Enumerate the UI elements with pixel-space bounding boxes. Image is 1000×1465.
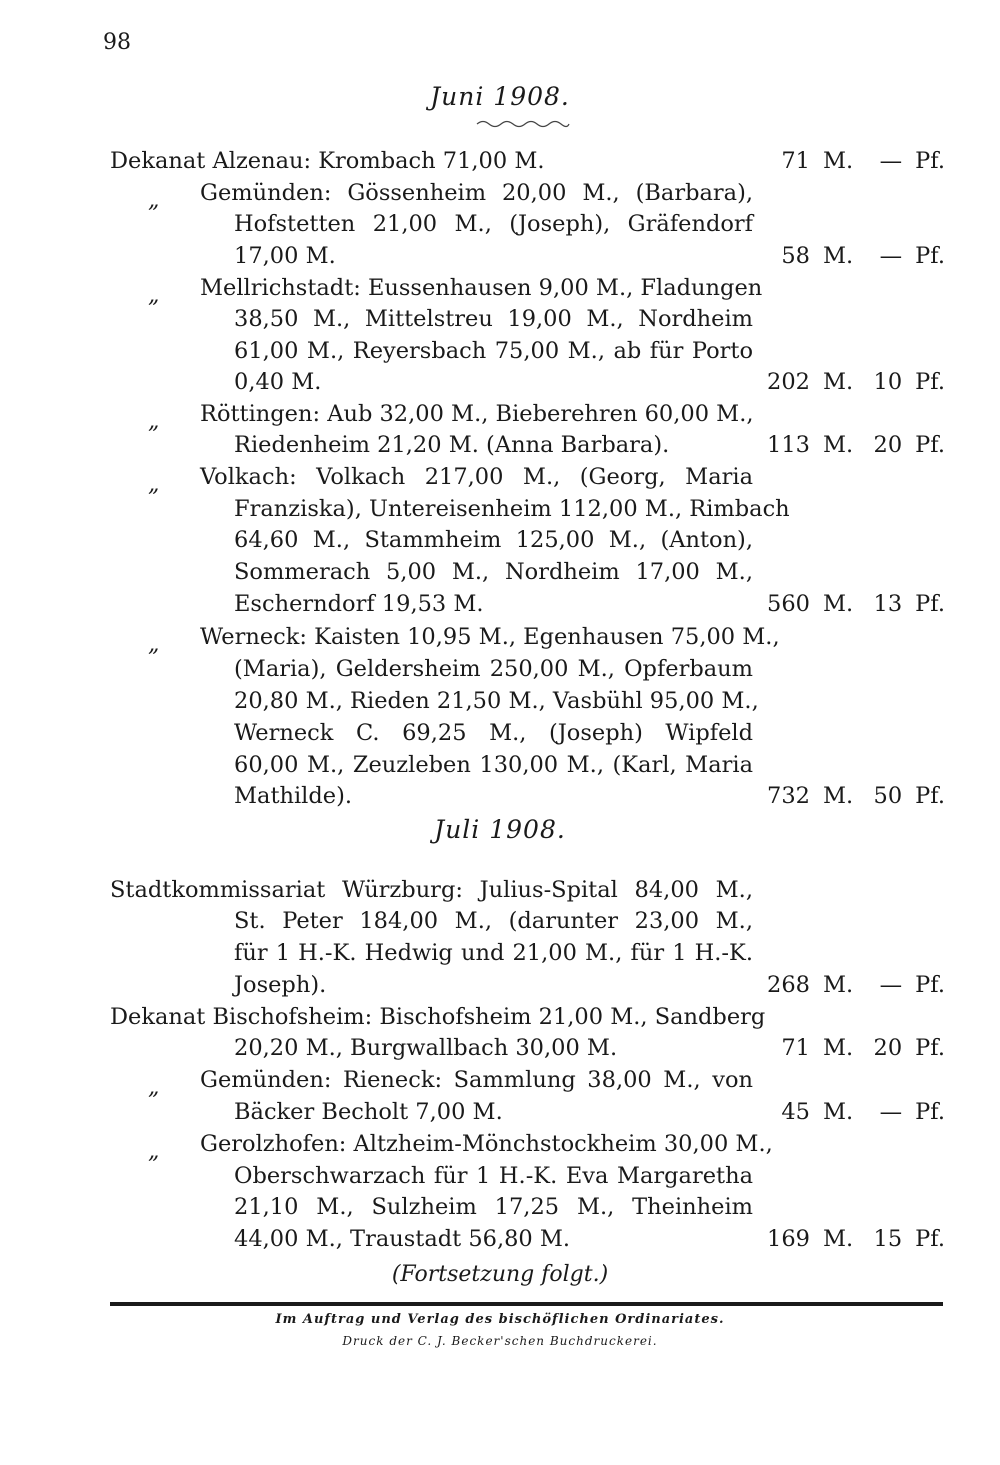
entry-line: 38,50 M., Mittelstreu 19,00 M., Nordheim: [234, 306, 753, 332]
entry-line: Stadtkommissariat Würzburg: Julius-Spital 84,00 M.,: [110, 877, 753, 903]
amount-row: 560 M. 13 Pf.: [767, 591, 945, 617]
amount-row: 113 M. 20 Pf.: [767, 432, 945, 458]
footer-publisher: Im Auftrag und Verlag des bischöflichen Ordinariates.: [275, 1312, 725, 1327]
entry-line: Hofstetten 21,00 M., (Joseph), Gräfendorf: [234, 211, 753, 237]
ditto-mark: „: [148, 409, 160, 434]
entry-line: Riedenheim 21,20 M. (Anna Barbara).: [234, 432, 670, 458]
entry-line: Mathilde).: [234, 783, 353, 809]
ditto-mark: „: [148, 283, 160, 308]
entry-line: Werneck: Kaisten 10,95 M., Egenhausen 75,00 M.,: [200, 624, 780, 650]
ditto-mark: „: [148, 632, 160, 657]
entry-line: St. Peter 184,00 M., (darunter 23,00 M.,: [234, 908, 753, 934]
entry-line: 61,00 M., Reyersbach 75,00 M., ab für Porto: [234, 338, 753, 364]
entry-line: 64,60 M., Stammheim 125,00 M., (Anton),: [234, 527, 753, 553]
entry-line: Franziska), Untereisenheim 112,00 M., Rimbach: [234, 496, 790, 522]
entry-line: Mellrichstadt: Eussenhausen 9,00 M., Fladungen: [200, 275, 763, 301]
ditto-mark: „: [148, 472, 160, 497]
entry-line: (Maria), Geldersheim 250,00 M., Opferbaum: [234, 656, 753, 682]
amount-row: 732 M. 50 Pf.: [767, 783, 945, 809]
entry-line: Werneck C. 69,25 M., (Joseph) Wipfeld: [234, 720, 753, 746]
month-heading-june: Juni 1908.: [430, 82, 570, 111]
entry-line: 20,20 M., Burgwallbach 30,00 M.: [234, 1035, 618, 1061]
ditto-mark: „: [148, 1075, 160, 1100]
footer-rule: [110, 1302, 943, 1306]
entry-line: Volkach: Volkach 217,00 M., (Georg, Maria: [200, 464, 753, 490]
entry-line: 44,00 M., Traustadt 56,80 M.: [234, 1226, 571, 1252]
month-heading-july: Juli 1908.: [434, 815, 566, 844]
amount-row: 268 M. — Pf.: [767, 972, 945, 998]
entry-line: 20,80 M., Rieden 21,50 M., Vasbühl 95,00 M.,: [234, 688, 759, 714]
amount-row: 202 M. 10 Pf.: [767, 369, 945, 395]
entry-line: Joseph).: [234, 972, 327, 998]
page-number: 98: [103, 30, 131, 55]
entry-line: Gerolzhofen: Altzheim-Mönchstockheim 30,00 M.,: [200, 1131, 773, 1157]
entry-line: Bäcker Becholt 7,00 M.: [234, 1099, 503, 1125]
entry-line: Dekanat Alzenau: Krombach 71,00 M.: [110, 148, 545, 174]
entry-line: Oberschwarzach für 1 H.-K. Eva Margaretha: [234, 1163, 753, 1189]
entry-line: Sommerach 5,00 M., Nordheim 17,00 M.,: [234, 559, 753, 585]
ornament-rule: [475, 118, 571, 130]
entry-line: für 1 H.-K. Hedwig und 21,00 M., für 1 H.-K.: [234, 940, 753, 966]
ditto-mark: „: [148, 1139, 160, 1164]
entry-line: Gemünden: Gössenheim 20,00 M., (Barbara),: [200, 180, 753, 206]
amount-row: 58 M. — Pf.: [781, 243, 945, 269]
amount-row: 71 M. 20 Pf.: [781, 1035, 945, 1061]
entry-line: Escherndorf 19,53 M.: [234, 591, 484, 617]
ditto-mark: „: [148, 188, 160, 213]
entry-line: 0,40 M.: [234, 369, 322, 395]
entry-line: 17,00 M.: [234, 243, 336, 269]
entry-line: 21,10 M., Sulzheim 17,25 M., Theinheim: [234, 1194, 753, 1220]
amount-row: 71 M. — Pf.: [781, 148, 945, 174]
footer-printer: Druck der C. J. Becker'schen Buchdruckerei.: [342, 1334, 658, 1348]
entry-line: Dekanat Bischofsheim: Bischofsheim 21,00 M., Sandberg: [110, 1004, 766, 1030]
entry-line: Gemünden: Rieneck: Sammlung 38,00 M., von: [200, 1067, 753, 1093]
amount-row: 169 M. 15 Pf.: [767, 1226, 945, 1252]
continued-note: (Fortsetzung folgt.): [391, 1262, 609, 1287]
entry-line: Röttingen: Aub 32,00 M., Bieberehren 60,00 M.,: [200, 401, 754, 427]
entry-line: 60,00 M., Zeuzleben 130,00 M., (Karl, Maria: [234, 752, 753, 778]
amount-row: 45 M. — Pf.: [781, 1099, 945, 1125]
